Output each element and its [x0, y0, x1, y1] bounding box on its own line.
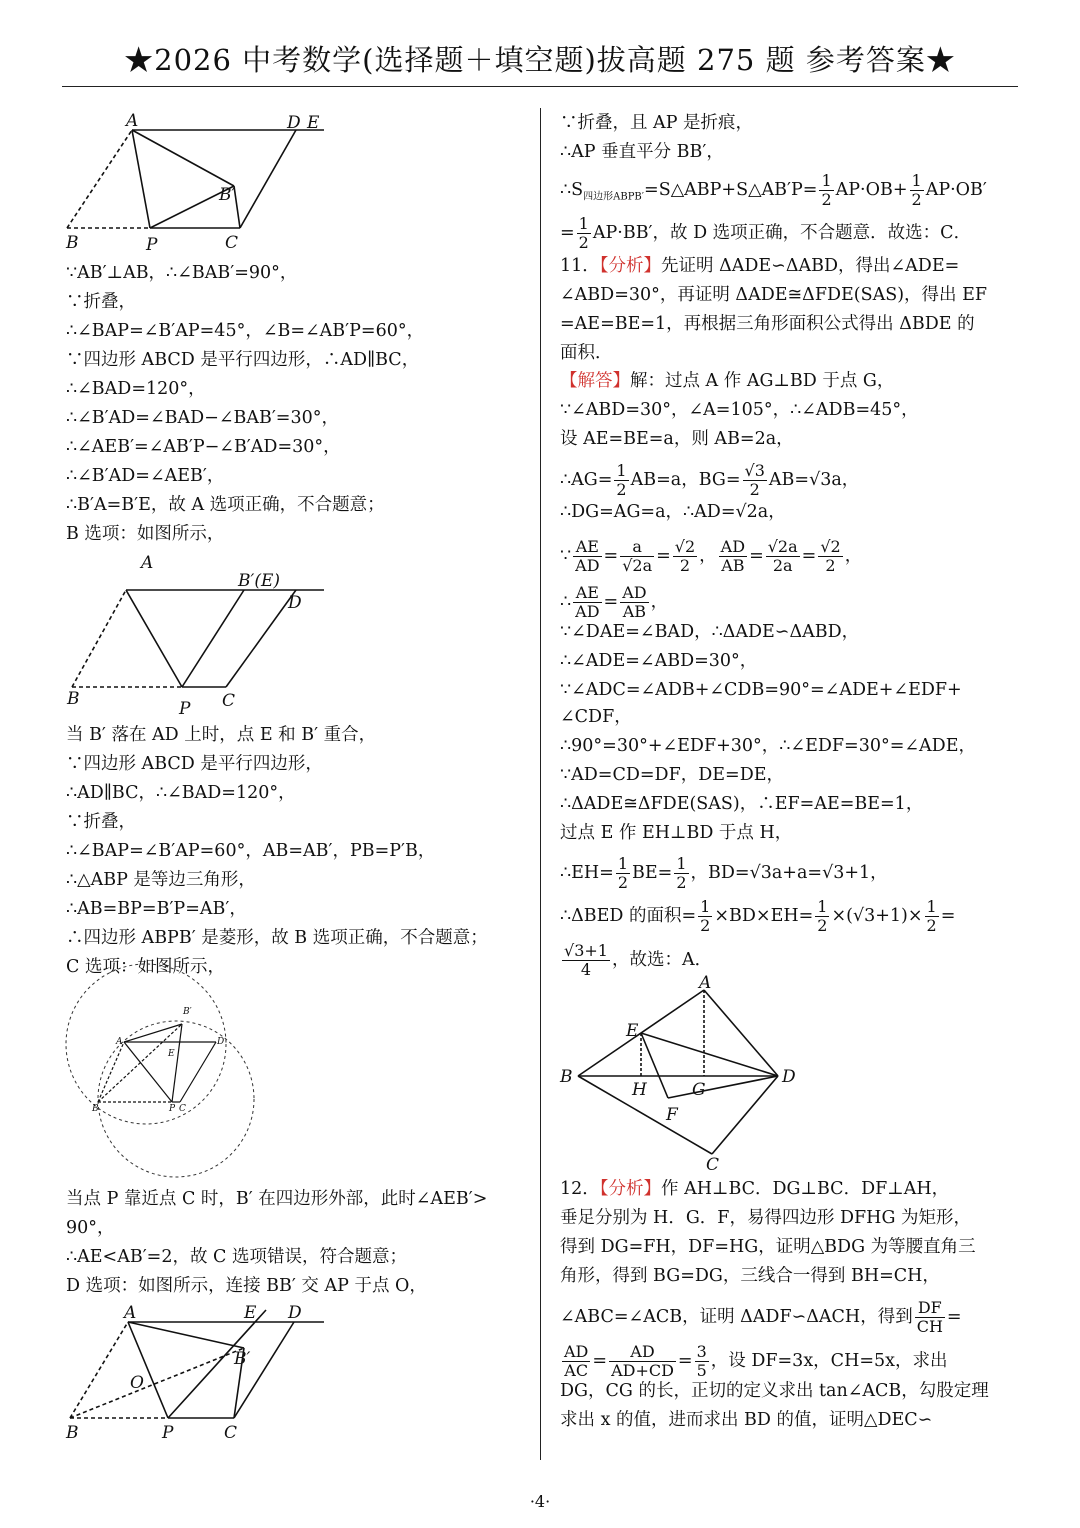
text-line: D 选项：如图所示，连接 BB′ 交 AP 于点 O， [66, 1276, 427, 1296]
text-line: 求出 x 的值，进而求出 BD 的值，证明△DEC∽ [560, 1410, 933, 1430]
text-line: ∵四边形 ABCD 是平行四边形，∴AD∥BC， [66, 350, 420, 370]
text-line: ∴∠B′AD=∠AEB′， [66, 466, 225, 486]
column-divider [540, 108, 541, 1460]
label-a: A [124, 1303, 137, 1323]
text-line: ∴∠AEB′=∠AB′P−∠B′AD=30°， [66, 437, 341, 457]
math-line: ∴ $\frac{AE}{AD}$ = $\frac{AD}{AB}$ ， [560, 583, 669, 621]
label-b-prime: B′ [219, 185, 236, 205]
text-line: ∵AD=CD=DF，DE=DE， [560, 765, 784, 785]
analysis-tag: 【分析】 [599, 1179, 662, 1199]
fraction: $\frac{1}{2}$ [911, 171, 922, 209]
text-line: 得到 DG=FH，DF=HG，证明△BDG 为等腰直角三 [560, 1237, 976, 1257]
text-line: ∴AD∥BC，∴∠BAD=120°， [66, 783, 296, 803]
label-b: B [67, 689, 80, 709]
text-line: ∴∠B′AD=∠BAD−∠BAB′=30°， [66, 408, 339, 428]
text-line: ∴∠BAP=∠B′AP=60°，AB=AB′，PB=P′B， [66, 841, 436, 861]
text-line: ∵折叠，且 AP 是折痕， [560, 113, 754, 133]
text-line: ∴AE<AB′=2，故 C 选项错误，符合题意； [66, 1247, 407, 1267]
text-line: ∴∠BAP=∠B′AP=45°，∠B=∠AB′P=60°， [66, 321, 425, 341]
text-line: ∠ABD=30°，再证明 ΔADE≅ΔFDE(SAS)，得出 EF [560, 285, 988, 305]
solution-tag: 【解答】 [560, 371, 630, 391]
text-line: ∵四边形 ABCD 是平行四边形， [66, 754, 323, 774]
label-p: P [179, 699, 191, 719]
text-line: ∴90°=30°+∠EDF+30°，∴∠EDF=30°=∠ADE， [560, 736, 976, 756]
label-d: D [287, 113, 301, 133]
label-c: C [224, 1423, 238, 1443]
label-p: P [146, 235, 158, 255]
math-line: $\frac{√3+1}{4}$ ，故选：A． [564, 941, 713, 979]
text-line: ∵折叠， [66, 292, 136, 312]
text-line: ∴∠ADE=∠ABD=30°， [560, 651, 758, 671]
page-title: ★2026 中考数学(选择题＋填空题)拔高题 275 题 参考答案★ [124, 43, 956, 77]
text-line: ∵∠DAE=∠BAD，∴ΔADE∽ΔABD， [560, 622, 860, 642]
text-line: ∴DG=AG=a，∴AD=√2a， [560, 502, 786, 522]
label-b: B [92, 1104, 99, 1114]
label-e: E [168, 1049, 175, 1059]
math-line: ∠ABC=∠ACB，证明 ΔADF∽ΔACH，得到 $\frac{DF}{CH}$ = [560, 1298, 962, 1336]
text-line: 面积． [560, 343, 613, 363]
label-c: C [222, 691, 236, 711]
math-line: ∴ΔBED 的面积= $\frac{1}{2}$ ×BD×EH= $\frac{1}{2}$ ×(√3+1)× $\frac{1}{2}$ = [560, 897, 956, 935]
fraction: $\frac{1}{2}$ [616, 461, 627, 499]
q12-analysis-line: 12．【分析】作 AH⊥BC．DG⊥BC．DF⊥AH， [560, 1179, 950, 1199]
text-line: ∴△ABP 是等边三角形， [66, 870, 256, 890]
text-line: ∴B′A=B′E，故 A 选项正确，不合题意； [66, 495, 385, 515]
figure-q11 [556, 973, 816, 1176]
label-p: P [169, 1104, 176, 1114]
label-e: E [626, 1021, 639, 1041]
label-c: C [179, 1104, 186, 1114]
label-h: H [632, 1080, 647, 1100]
label-f: F [666, 1105, 678, 1125]
figure-circles [62, 984, 262, 1184]
math-line: ∴EH= $\frac{1}{2}$ BE= $\frac{1}{2}$ ，BD=√3a+a=√3+1， [560, 854, 888, 892]
text-line: ∵∠ABD=30°，∠A=105°，∴∠ADB=45°， [560, 400, 919, 420]
text-line: ∠CDF， [560, 707, 632, 727]
text-line: ∵AB′⊥AB，∴∠BAB′=90°， [66, 263, 298, 283]
text-line: 角形，得到 BG=DG，三线合一得到 BH=CH， [560, 1266, 940, 1286]
label-d: D [288, 1303, 302, 1323]
text-line: DG，CG 的长，正切的定义求出 tan∠ACB，勾股定理 [560, 1381, 989, 1401]
label-b-prime-e: B′(E) [238, 571, 281, 591]
text-line: ∴四边形 ABPB′ 是菱形，故 B 选项正确，不合题意； [66, 928, 488, 948]
label-c: C [706, 1155, 720, 1175]
label-c: C [225, 233, 239, 253]
text-line: 当点 P 靠近点 C 时，B′ 在四边形外部，此时∠AEB′> [66, 1189, 488, 1209]
label-a: A [699, 973, 712, 993]
text-line: 90°， [66, 1218, 115, 1238]
q11-solution-line: 【解答】解：过点 A 作 AG⊥BD 于点 G， [560, 371, 895, 391]
math-line: ∵ $\frac{AE}{AD}$ = $\frac{a}{√2a}$ = $\frac{√2}{2}$ ， $\frac{AD}{AB}$ = $\frac{√2a}{2a}$ = $\frac{√2}{2}$ ， [560, 537, 863, 575]
text-line: 设 AE=BE=a，则 AB=2a， [560, 429, 794, 449]
text-line: ∴AB=BP=B′P=AB′， [66, 899, 247, 919]
label-d: D [217, 1037, 225, 1047]
label-e: E [244, 1303, 257, 1323]
math-line: ∴AG= $\frac{1}{2}$ AB=a，BG= $\frac{√3}{2}$ AB=√3a， [560, 461, 860, 499]
label-p: P [162, 1423, 174, 1443]
figure-parallelogram-4 [62, 1300, 342, 1445]
text-line: C 选项：如图所示， [66, 957, 225, 977]
label-b: B [560, 1067, 573, 1087]
label-g: G [692, 1080, 706, 1100]
text-line: 垂足分别为 H．G．F，易得四边形 DFHG 为矩形， [560, 1208, 971, 1228]
analysis-tag: 【分析】 [599, 256, 662, 276]
label-a: A [116, 1037, 123, 1047]
label-a: A [141, 553, 154, 573]
fraction: $\frac{1}{2}$ [821, 171, 832, 209]
label-b-prime: B′ [234, 1349, 251, 1369]
label-e: E [307, 113, 320, 133]
header-divider [62, 86, 1018, 87]
text-line: =AE=BE=1，再根据三角形面积公式得出 ΔBDE 的 [560, 314, 975, 334]
figure-parallelogram-1 [62, 108, 342, 258]
figure-parallelogram-2 [62, 550, 342, 720]
q11-analysis-line: 11．【分析】先证明 ΔADE∽ΔABD，得出∠ADE= [560, 256, 960, 276]
label-o: O [130, 1373, 144, 1393]
label-d: D [288, 593, 302, 613]
text-line: B 选项：如图所示， [66, 524, 225, 544]
math-line: $\frac{AD}{AC}$ = $\frac{AD}{AD+CD}$ = $\frac{3}{5}$ ，设 DF=3x，CH=5x，求出 [564, 1342, 948, 1380]
label-d: D [782, 1067, 796, 1087]
fraction: $\frac{1}{2}$ [578, 214, 589, 252]
text-line: 当 B′ 落在 AD 上时，点 E 和 B′ 重合， [66, 725, 377, 745]
label-b-prime: B′ [183, 1007, 192, 1017]
page-number: ·4· [529, 1492, 551, 1511]
label-a: A [126, 111, 139, 131]
area-equation-line: = $\frac{1}{2}$ AP·BB′，故 D 选项正确，不合题意．故选：C． [560, 214, 972, 252]
text-line: ∴∠BAD=120°， [66, 379, 206, 399]
text-line: ∴AP 垂直平分 BB′， [560, 142, 724, 162]
text-line: 过点 E 作 EH⊥BD 于点 H， [560, 823, 793, 843]
label-b: B [66, 1423, 79, 1443]
label-b: B [66, 233, 79, 253]
area-equation-line: $\therefore S_{四边形ABPB'}=S\triangle ABP+S\triangle AB'P=$ $\frac{1}{2}$ AP·OB+ $\frac{1}{2}$ AP·OB′ [560, 171, 987, 209]
text-line: ∵折叠， [66, 812, 136, 832]
text-line: ∵∠ADC=∠ADB+∠CDB=90°=∠ADE+∠EDF+ [560, 680, 962, 700]
fraction: $\frac{√3}{2}$ [744, 461, 765, 499]
text-line: ∴ΔADE≅ΔFDE(SAS)，∴EF=AE=BE=1， [560, 794, 924, 814]
